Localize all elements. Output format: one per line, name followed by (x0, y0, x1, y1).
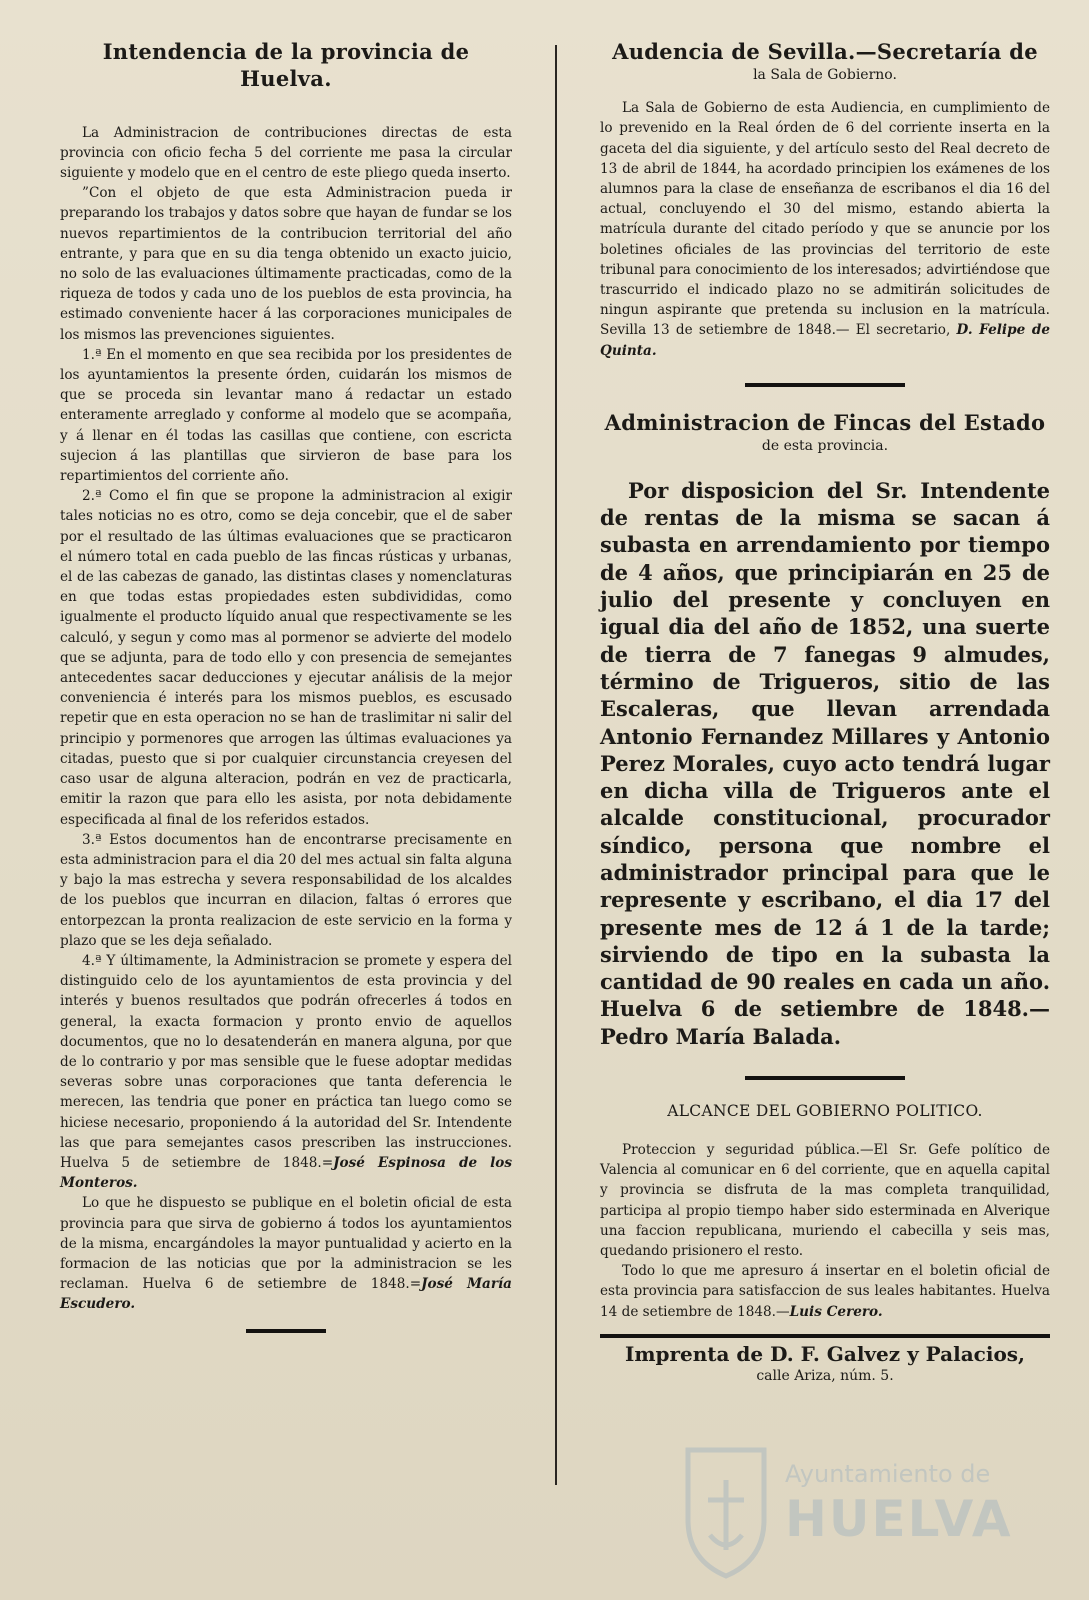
intendencia-closing (60, 1193, 512, 1314)
imprint-name: Imprenta de D. F. Galvez y Palacios, (624, 1341, 1026, 1366)
fincas-announcement (600, 477, 1050, 1050)
intendencia-paragraph: ”Con el objeto de que esta Administracion pueda ir preparando los trabajos y datos sobre que hayan de fundar se los nuevos repartimientos de la contribucion territorial del año entrante, y para que en su dia tenga obtenido un exacto juicio, no solo de las evaluaciones últimamente practicadas, como de la riqueza de todos y cada uno de los pueblos de esta provincia, ha estimado conveniente hacer á las corporaciones municipales de los mismos las prevenciones siguientes. (60, 185, 512, 343)
right-column (600, 38, 1050, 1384)
ayuntamiento-watermark (680, 1440, 1040, 1590)
left-separator (246, 1329, 326, 1333)
escudero-signature: José María Escudero. (60, 1276, 512, 1313)
intendencia-title: Intendencia de la provincia de Huelva. (102, 39, 470, 92)
audiencia-text (600, 98, 1050, 361)
alcance-paragraph: Proteccion y seguridad pública.—El Sr. Gefe político de Valencia al comunicar en 6 del corriente, que en aquella capital y provincia se disfruta de la mas completa tranquilidad, participa al propio tiempo haber sido esterminada en Alverique una faccion republicana, muriendo el cabecilla y seis mas, quedando prisionero el resto. (600, 1142, 1050, 1260)
column-divider (555, 45, 557, 1485)
intendencia-paragraph: La Administracion de contribuciones directas de esta provincia con oficio fecha 5 del corriente me pasa la circular siguiente y modelo que en el centro de este pliego queda inserto. (60, 124, 512, 181)
fincas-title: Administracion de Fincas del Estado (604, 409, 1046, 435)
audiencia-separator (745, 383, 905, 387)
left-column (60, 38, 512, 1333)
cerero-signature: Luis Cerero. (789, 1303, 883, 1320)
audiencia-title: Audencia de Sevilla.—Secretaría de (612, 39, 1038, 64)
quinta-signature: D. Felipe de Quinta. (600, 322, 1050, 359)
intendencia-paragraph: 2.ª Como el fin que se propone la administracion al exigir tales noticias no es otro, como se deja concebir, que el de saber por el resultado de las últimas evaluaciones que se practicaron el número total en cada pueblo de las fincas rústicas y urbanas, el de las cabezas de ganado, las distintas clases y nomenclaturas en que todas estas propiedades esten subdivididas, como igualmente el producto líquido anual que respectivamente se les calculó, y segun y como mas al pormenor se advierte del modelo que se adjunta, para de todo ello y con presencia de semejantes antecedentes sacar deducciones y ejecutar análisis de la mejor conveniencia é interés para los mismos pueblos, es escusado repetir que en esta operacion no se han de traslimitar ni salir del principio y pormenores que arrogen las últimas evaluaciones ya citadas, puesto que si por cualquier circunstancia creyesen del caso usar de alguna alteracion, podrán en vez de practicarla, emitir la razon que para ello les asista, por nota debidamente especificada al final de los referidos estados. (60, 488, 512, 828)
watermark-line2: HUELVA (785, 1490, 1013, 1548)
fincas-separator (745, 1076, 905, 1080)
audiencia-subtitle: la Sala de Gobierno. (753, 67, 897, 84)
fincas-text: Por disposicion del Sr. Intendente de rentas de la misma se sacan á subasta en arrendamiento por tiempo de 4 años, que principiarán en 25 de julio del presente y concluyen en igual dia del año de 1852, una suerte de tierra de 7 fanegas 9 almudes, término de Trigueros, sitio de las Escaleras, que llevan arrendada Antonio Fernandez Millares y Antonio Perez Morales, cuyo acto tendrá lugar en dicha villa de Trigueros ante el alcalde constitucional, procurador síndico, persona que nombre el administrador principal para que le represente y escribano, el dia 17 del presente mes de 12 á 1 de la tarde; sirviendo de tipo en la subasta la cantidad de 90 reales en cada un año. Huelva 6 de setiembre de 1848.—Pedro María Balada. (600, 477, 1050, 1049)
audiencia-body: La Sala de Gobierno de esta Audiencia, en cumplimiento de lo prevenido en la Real órden de 6 del corriente inserta en la gaceta del dia siguiente, y del artículo sesto del Real decreto de 13 de abril de 1844, ha acordado principien los exámenes de los alumnos para la clase de enseñanza de escribanos el dia 16 del actual, concluyendo el 30 del mismo, estando abierta la matrícula durante del citado período y que se anuncie por los boletines oficiales de las provincias del territorio de este tribunal para conocimiento de los interesados; advirtiéndose que trascurrido el indicado plazo no se admitirán solicitudes de ningun aspirante que pretenda su inclusion en la matrícula. Sevilla 13 de setiembre de 1848.— El secretario, (600, 100, 1050, 339)
espinosa-signature: José Espinosa de los Monteros. (60, 1154, 512, 1192)
intendencia-paragraph: 3.ª Estos documentos han de encontrarse precisamente en esta administracion para el dia 20 del mes actual sin falta alguna y bajo la mas estrecha y severa responsabilidad de los alcaldes de los pueblos que incurran en dilacion, faltas ó errores que entorpezcan la pronta realizacion de este servicio en la forma y plazo que se les deja señalado. (60, 831, 512, 949)
alcance-closing: Todo lo que me apresuro á insertar en el boletin oficial de esta provincia para satisfaccion de sus leales habitantes. Huelva 14 de setiembre de 1848.— (600, 1263, 1050, 1320)
intendencia-paragraph (60, 951, 512, 1193)
paragraph-text: 4.ª Y últimamente, la Administracion se promete y espera del distinguido celo de los ayuntamientos de esta provincia y del interés y buenos resultados que podrán ofrecerles á todos en general, la exacta formacion y pronto envio de aquellos documentos, que no lo desatenderán en manera alguna, por que de lo contrario y por mas sensible que le fuese adoptar medidas severas sobre unas corporaciones que tanta deferencia le merecen, las tendria que poner en práctica tan luego como se hiciese necesario, proponiendo á la autoridad del Sr. Intendente las que para semejantes casos prescriben las instrucciones. Huelva 5 de setiembre de 1848.= (60, 952, 512, 1171)
alcance-paragraph (600, 1261, 1050, 1322)
imprint-address: calle Ariza, núm. 5. (756, 1367, 894, 1384)
fincas-subtitle: de esta provincia. (761, 438, 889, 455)
imprint (600, 1334, 1050, 1384)
alcance-title: ALCANCE DEL GOBIERNO POLITICO. (667, 1102, 983, 1121)
coat-of-arms-icon (680, 1440, 772, 1580)
intendencia-paragraph: 1.ª En el momento en que sea recibida por los presidentes de los ayuntamientos la presente órden, cuidarán los mismos de que se proceda sin levantar mano á redactar un estado enteramente arreglado y conforme al modelo que se acompaña, y á llenar en él todas las casillas que contiene, con escricta sujecion á las plantillas que sirvieron de base para los repartimientos del corriente año. (60, 346, 512, 485)
watermark-line1: Ayuntamiento de (785, 1460, 991, 1488)
closing-text: Lo que he dispuesto se publique en el boletin oficial de esta provincia para que sirva de gobierno á todos los ayuntamientos de la misma, encargándoles la mayor puntualidad y acierto en la formacion de las noticias que por la administracion se les reclaman. Huelva 6 de setiembre de 1848.= (60, 1195, 512, 1293)
